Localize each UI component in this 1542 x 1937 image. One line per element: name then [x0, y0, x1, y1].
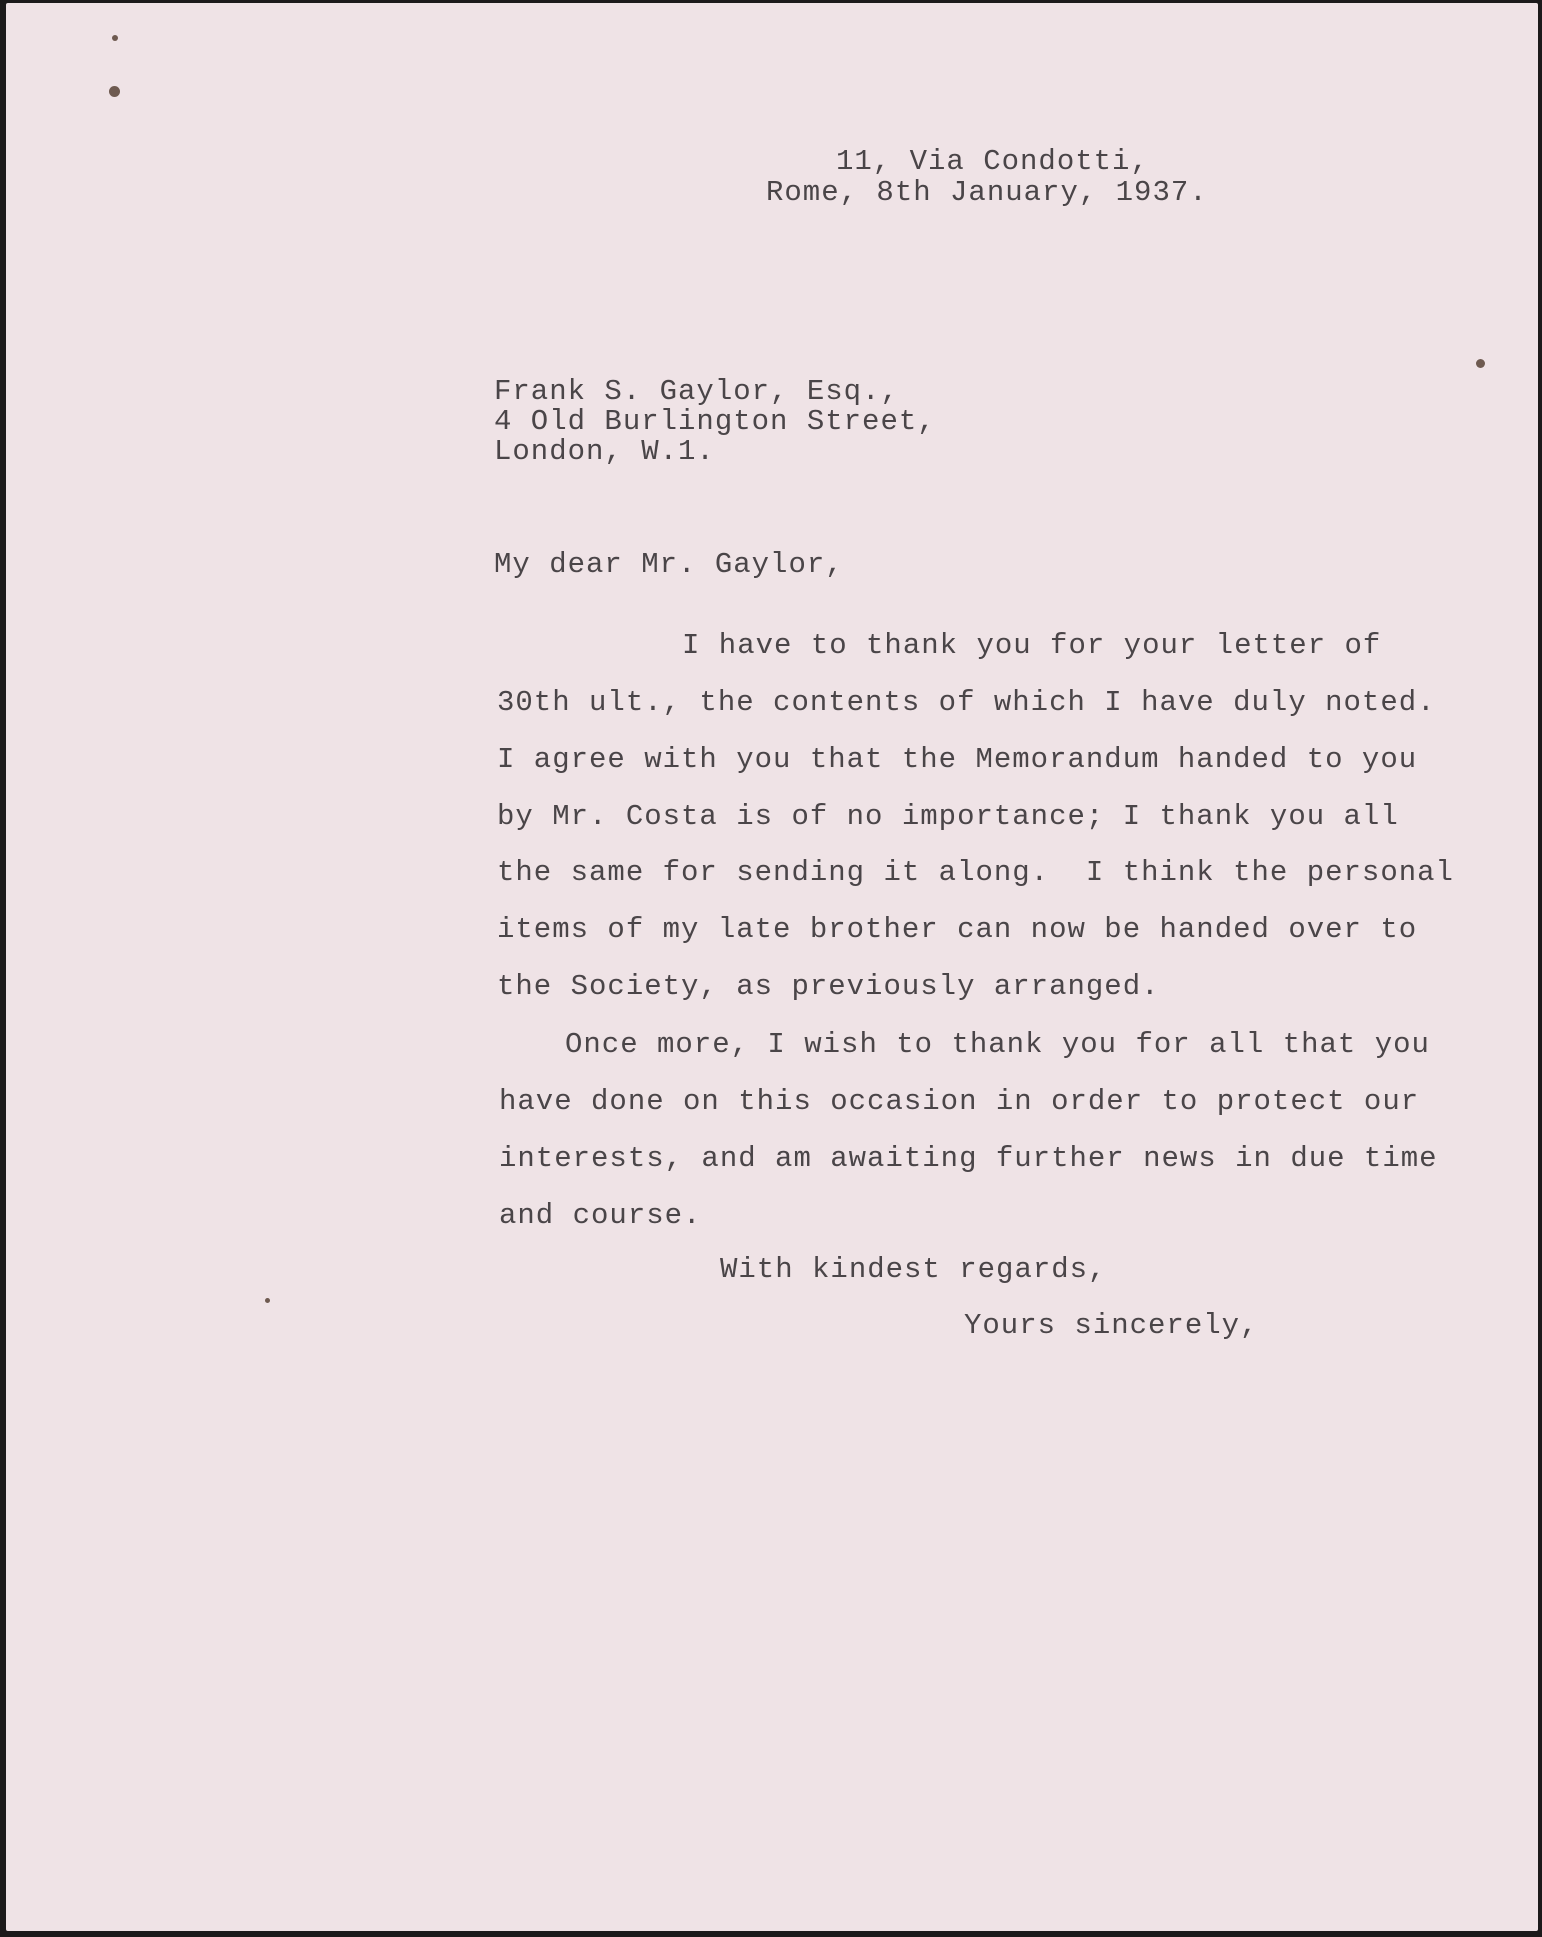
- body-paragraph-1-line: the Society, as previously arranged.: [497, 970, 1160, 1003]
- body-paragraph-1-line: 30th ult., the contents of which I have duly noted.: [497, 686, 1436, 719]
- body-paragraph-2-line: have done on this occasion in order to protect our: [499, 1085, 1420, 1118]
- recipient-line-1: Frank S. Gaylor, Esq.,: [494, 375, 899, 408]
- body-paragraph-1-line: I agree with you that the Memorandum handed to you: [497, 743, 1418, 776]
- sender-address-line-2: Rome, 8th January, 1937.: [766, 176, 1208, 209]
- body-paragraph-1-line: the same for sending it along. I think the personal: [497, 856, 1454, 889]
- recipient-line-3: London, W.1.: [494, 435, 715, 468]
- letter-page: [6, 3, 1538, 1931]
- recipient-line-2: 4 Old Burlington Street,: [494, 405, 936, 438]
- paper-speck: [1476, 359, 1485, 368]
- body-paragraph-1-line: I have to thank you for your letter of: [682, 629, 1382, 662]
- signoff-line: Yours sincerely,: [964, 1309, 1259, 1342]
- body-paragraph-1-line: items of my late brother can now be handed over to: [497, 913, 1418, 946]
- body-paragraph-2-line: and course.: [499, 1199, 702, 1232]
- paper-speck: [109, 86, 120, 97]
- body-paragraph-1-line: by Mr. Costa is of no importance; I thank you all: [497, 800, 1399, 833]
- paper-speck: [112, 35, 118, 41]
- closing-line: With kindest regards,: [720, 1253, 1107, 1286]
- paper-speck: [265, 1298, 270, 1303]
- salutation: My dear Mr. Gaylor,: [494, 548, 844, 581]
- body-paragraph-2-line: interests, and am awaiting further news in due time: [499, 1142, 1438, 1175]
- body-paragraph-2-line: Once more, I wish to thank you for all that you: [565, 1028, 1430, 1061]
- sender-address-line-1: 11, Via Condotti,: [836, 145, 1149, 178]
